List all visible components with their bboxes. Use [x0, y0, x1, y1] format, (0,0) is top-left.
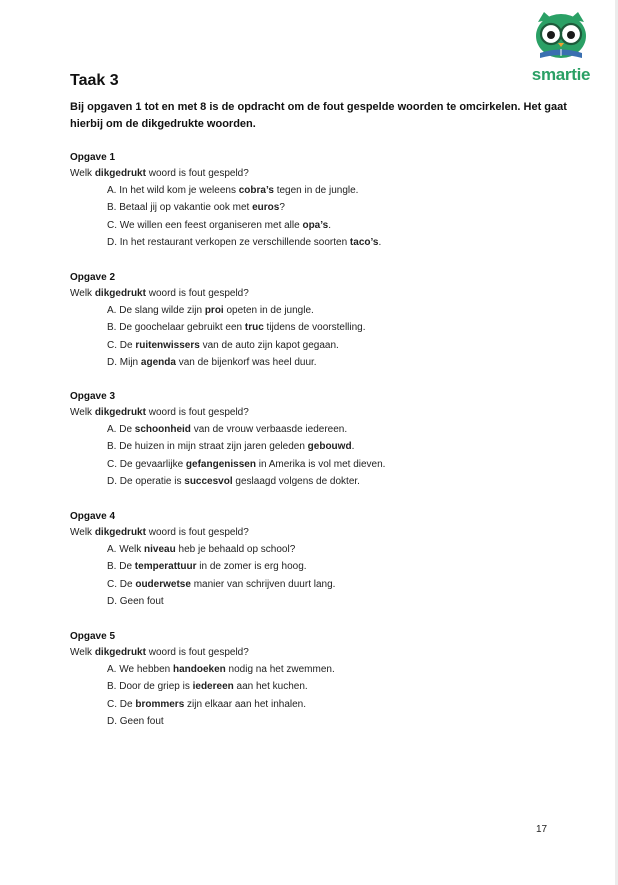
question-block	[70, 271, 550, 371]
prompt-text: Welk	[70, 407, 95, 418]
option-text: D. De operatie is	[107, 475, 185, 487]
question-prompt	[70, 644, 550, 661]
question-prompt	[70, 165, 550, 182]
prompt-text: Welk	[70, 647, 95, 658]
option-text: van de vrouw verbaasde iedereen.	[190, 424, 348, 435]
option-text: B. De huizen in mijn straat zijn jaren geleden	[107, 441, 308, 453]
question-heading: Opgave 4	[70, 511, 116, 522]
bold-word[interactable]: handoeken	[172, 664, 226, 675]
answer-option[interactable]	[107, 696, 550, 713]
smartie-logo	[524, 10, 598, 86]
bold-word[interactable]: opa’s	[302, 219, 329, 231]
question-prompt	[70, 524, 550, 541]
answer-options	[107, 302, 550, 371]
option-text: B. De	[107, 561, 135, 573]
prompt-text: woord is fout gespeld?	[145, 168, 249, 179]
bold-word[interactable]: cobra’s	[238, 185, 274, 196]
instructions: Bij opgaven 1 tot en met 8 is de opdracht om de fout gespelde woorden te omcirkelen. Het gaat hierbij om de dikgedrukte woorden.	[70, 101, 567, 130]
option-text: manier van schrijven duurt lang.	[190, 578, 336, 590]
answer-options	[107, 661, 550, 730]
answer-option[interactable]	[107, 421, 550, 438]
question-heading: Opgave 1	[70, 152, 116, 163]
option-text: A. We hebben	[107, 664, 173, 675]
bold-word[interactable]: gefangenissen	[185, 458, 256, 470]
option-text: .	[351, 441, 355, 453]
bold-word[interactable]: gebouwd	[307, 441, 352, 453]
answer-option[interactable]	[107, 199, 550, 216]
question-heading: Opgave 5	[70, 631, 116, 642]
answer-option[interactable]	[107, 576, 550, 593]
option-text: A. De	[107, 424, 135, 435]
answer-option[interactable]	[107, 678, 550, 695]
option-text: A. De slang wilde zijn	[107, 305, 205, 316]
page-number: 17	[536, 824, 548, 835]
bold-word[interactable]: niveau	[144, 544, 176, 555]
option-text: D. Mijn	[107, 356, 141, 368]
answer-option[interactable]	[107, 541, 550, 558]
bold-word[interactable]: brommers	[135, 698, 185, 710]
prompt-text: Welk	[70, 168, 95, 179]
owl-icon	[532, 10, 590, 64]
option-text: in Amerika is vol met dieven.	[255, 458, 386, 470]
bold-word[interactable]: temperattuur	[134, 561, 197, 573]
option-text: tegen in de jungle.	[273, 185, 359, 196]
bold-word[interactable]: proi	[204, 305, 224, 316]
option-text: D. In het restaurant verkopen ze verschillende soorten	[107, 236, 350, 248]
option-text: C. De	[107, 578, 136, 590]
question-block	[70, 151, 550, 251]
answer-options	[107, 541, 550, 610]
answer-option[interactable]	[107, 713, 550, 730]
logo-text: smartie	[531, 65, 591, 84]
prompt-bold-word: dikgedrukt	[94, 168, 146, 179]
prompt-text: woord is fout gespeld?	[145, 288, 249, 299]
option-text: A. In het wild kom je weleens	[107, 185, 239, 196]
option-text: van de bijenkorf was heel duur.	[175, 356, 317, 368]
answer-option[interactable]	[107, 354, 550, 371]
option-text: heb je behaald op school?	[175, 544, 296, 555]
bold-word[interactable]: truc	[244, 322, 264, 334]
option-text: ?	[279, 202, 285, 214]
prompt-text: woord is fout gespeld?	[145, 527, 249, 538]
question-heading: Opgave 2	[70, 272, 116, 283]
prompt-text: Welk	[70, 288, 95, 299]
bold-word[interactable]: euros	[252, 202, 280, 214]
option-text: B. De goochelaar gebruikt een	[107, 322, 245, 334]
option-text: opeten in de jungle.	[223, 305, 314, 316]
bold-word[interactable]: agenda	[140, 356, 176, 368]
option-text: C. De	[107, 339, 136, 351]
option-text: aan het kuchen.	[233, 681, 308, 693]
option-text: tijdens de voorstelling.	[263, 322, 366, 334]
question-heading: Opgave 3	[70, 391, 116, 402]
question-block	[70, 510, 550, 610]
option-text: geslaagd volgens de dokter.	[232, 475, 360, 487]
answer-options	[107, 421, 550, 490]
option-text: nodig na het zwemmen.	[225, 664, 335, 675]
question-prompt	[70, 404, 550, 421]
answer-option[interactable]	[107, 438, 550, 455]
prompt-text: woord is fout gespeld?	[145, 647, 249, 658]
answer-option[interactable]	[107, 302, 550, 319]
answer-option[interactable]	[107, 473, 550, 490]
answer-option[interactable]	[107, 234, 550, 251]
prompt-text: woord is fout gespeld?	[145, 407, 249, 418]
prompt-bold-word: dikgedrukt	[94, 407, 146, 418]
answer-option[interactable]	[107, 558, 550, 575]
option-text: in de zomer is erg hoog.	[196, 561, 307, 573]
option-text: D. Geen fout	[107, 595, 164, 607]
option-text: B. Betaal jij op vakantie ook met	[107, 202, 253, 214]
answer-option[interactable]	[107, 217, 550, 234]
bold-word[interactable]: succesvol	[184, 475, 233, 487]
page-title: Taak 3	[70, 72, 119, 89]
answer-option[interactable]	[107, 661, 550, 678]
answer-option[interactable]	[107, 319, 550, 336]
option-text: van de auto zijn kapot gegaan.	[199, 339, 339, 351]
option-text: A. Welk	[107, 544, 145, 555]
bold-word[interactable]: iedereen	[192, 681, 234, 693]
option-text: C. De	[107, 698, 136, 710]
option-text: .	[328, 219, 331, 231]
option-text: .	[378, 236, 382, 248]
bold-word[interactable]: taco’s	[349, 236, 379, 248]
answer-options	[107, 182, 550, 251]
prompt-bold-word: dikgedrukt	[94, 527, 146, 538]
bold-word[interactable]: ouderwetse	[135, 578, 191, 590]
option-text: zijn elkaar aan het inhalen.	[184, 698, 306, 710]
option-text: B. Door de griep is	[107, 681, 193, 693]
option-text: C. De gevaarlijke	[107, 458, 186, 470]
answer-option[interactable]	[107, 337, 550, 354]
question-block	[70, 390, 550, 490]
answer-option[interactable]	[107, 593, 550, 610]
question-block	[70, 630, 550, 730]
option-text: D. Geen fout	[107, 715, 164, 727]
bold-word[interactable]: schoonheid	[134, 424, 191, 435]
bold-word[interactable]: ruitenwissers	[135, 339, 200, 351]
prompt-bold-word: dikgedrukt	[94, 288, 146, 299]
answer-option[interactable]	[107, 182, 550, 199]
option-text: C. We willen een feest organiseren met alle	[107, 219, 303, 231]
prompt-text: Welk	[70, 527, 95, 538]
answer-option[interactable]	[107, 456, 550, 473]
prompt-bold-word: dikgedrukt	[94, 647, 146, 658]
question-prompt	[70, 285, 550, 302]
